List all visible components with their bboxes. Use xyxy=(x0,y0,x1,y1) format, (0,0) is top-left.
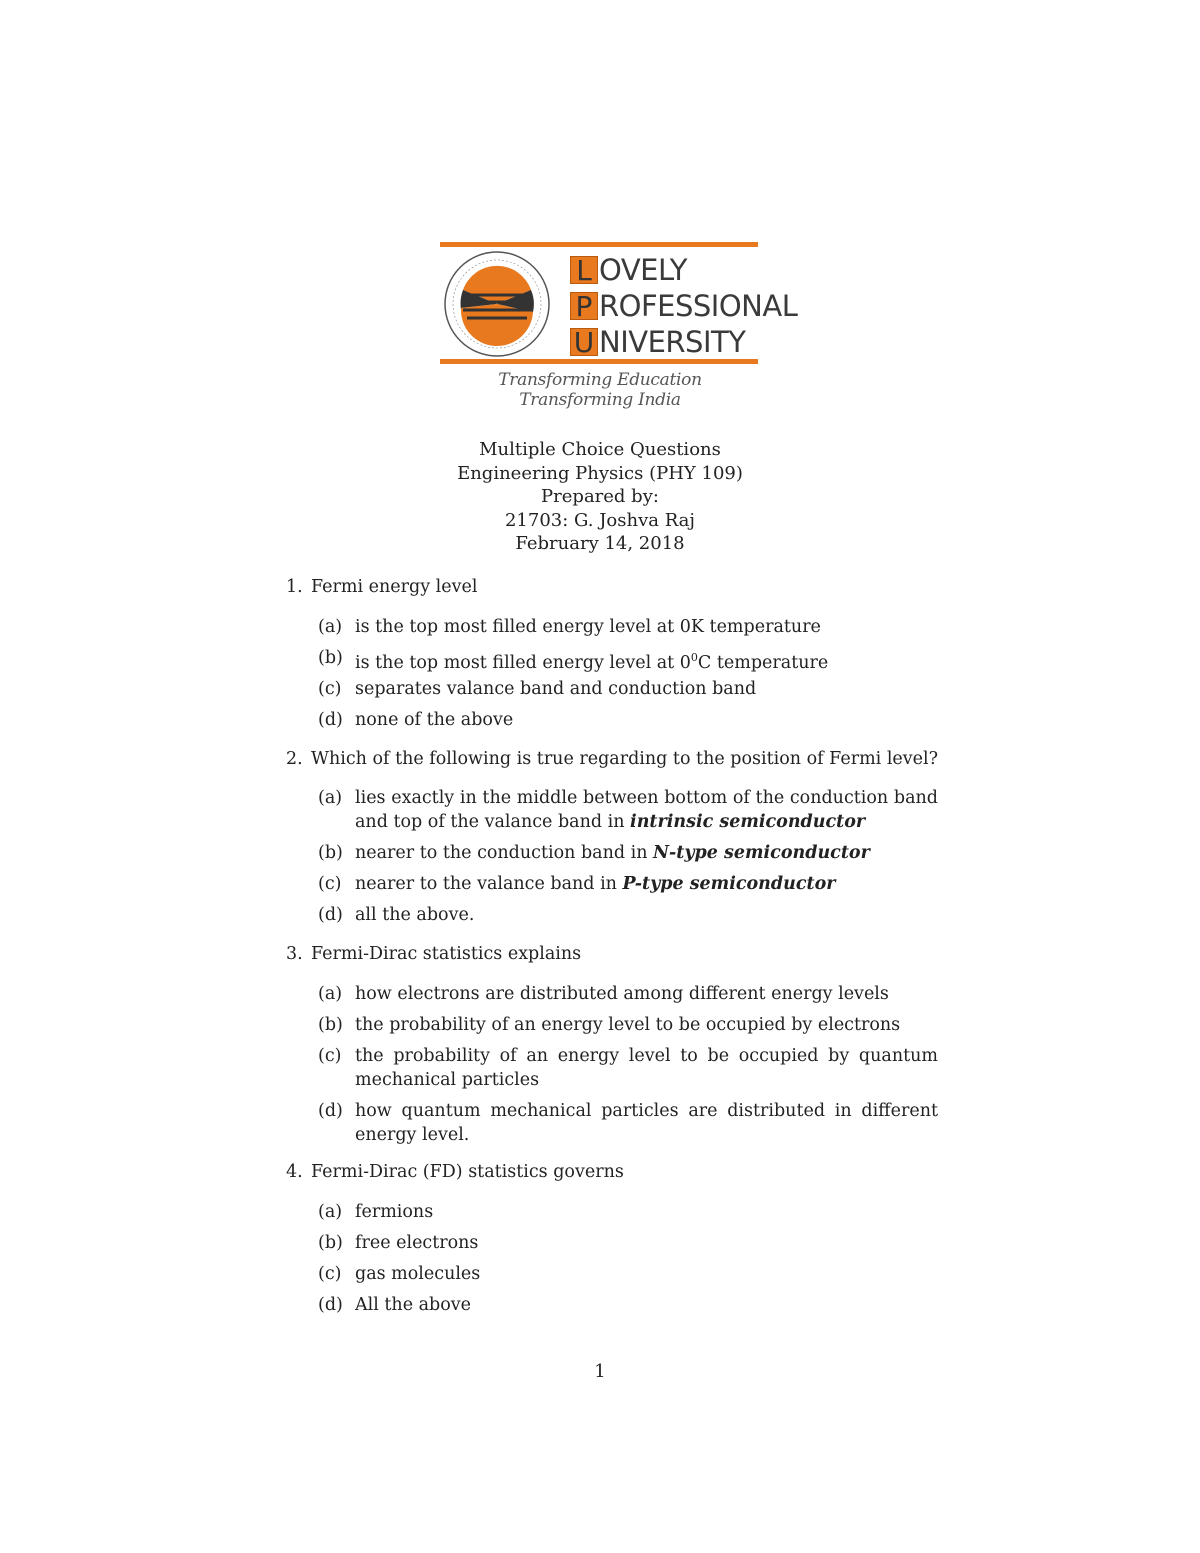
option-text-part: is the top most filled energy level at 0 xyxy=(355,652,691,673)
option-label: (a) xyxy=(318,984,343,1004)
option-label: (c) xyxy=(318,679,342,699)
question-3 xyxy=(286,943,946,1145)
logo-row-professional xyxy=(570,288,797,324)
option xyxy=(318,841,938,865)
logo-word-rest: ROFESSIONAL xyxy=(599,289,798,323)
option xyxy=(318,786,938,834)
emphasized-term: intrinsic semiconductor xyxy=(630,812,866,832)
logo-top-rule xyxy=(440,242,758,247)
option xyxy=(318,1231,938,1255)
option-label: (a) xyxy=(318,617,343,637)
logo-initial: U xyxy=(570,328,598,356)
question-text: Which of the following is true regarding to the position of Fermi level? xyxy=(311,749,939,769)
option-text xyxy=(355,786,938,834)
option-label: (c) xyxy=(318,874,342,894)
option xyxy=(318,903,938,927)
option-label: (c) xyxy=(318,1264,342,1284)
option-text: how electrons are distributed among different energy levels xyxy=(355,984,889,1004)
option xyxy=(318,982,938,1006)
option-label: (b) xyxy=(318,843,343,863)
page-number: 1 xyxy=(594,1361,606,1382)
option xyxy=(318,1293,938,1317)
option-label: (b) xyxy=(318,648,343,668)
option-text: All the above xyxy=(355,1295,472,1315)
question-stem xyxy=(286,943,946,965)
option-text: separates valance band and conduction band xyxy=(355,679,757,699)
question-4 xyxy=(286,1161,946,1315)
university-seal-icon xyxy=(443,250,551,358)
question-number: 4. xyxy=(286,1162,303,1182)
superscript: 0 xyxy=(690,651,698,664)
option-text xyxy=(355,872,938,896)
option-text: all the above. xyxy=(355,905,475,925)
option-label: (b) xyxy=(318,1015,343,1035)
logo-initial: L xyxy=(570,256,598,284)
option-label: (d) xyxy=(318,1295,343,1315)
option-text-part: C temperature xyxy=(697,652,829,673)
option-label: (d) xyxy=(318,710,343,730)
prepared-by-label: Prepared by: xyxy=(541,486,659,507)
logo-initial: P xyxy=(570,292,598,320)
question-number: 3. xyxy=(286,944,303,964)
question-stem xyxy=(286,748,946,770)
option xyxy=(318,708,938,732)
question-number: 2. xyxy=(286,749,303,769)
option-text: how quantum mechanical particles are distributed in different energy level. xyxy=(355,1101,938,1145)
option xyxy=(318,1044,938,1092)
option xyxy=(318,872,938,896)
emphasized-term: N-type semiconductor xyxy=(653,843,870,863)
option-label: (a) xyxy=(318,1202,343,1222)
option xyxy=(318,1200,938,1224)
question-number: 1. xyxy=(286,577,303,597)
option-label: (b) xyxy=(318,1233,343,1253)
option-text: fermions xyxy=(355,1202,434,1222)
course-name: Engineering Physics (PHY 109) xyxy=(457,462,743,484)
question-1 xyxy=(286,576,946,730)
option-text-part: nearer to the valance band in xyxy=(355,874,623,894)
doc-date: February 14, 2018 xyxy=(515,533,685,554)
option xyxy=(318,646,938,675)
option-text xyxy=(355,841,938,865)
option-text-part: nearer to the conduction band in xyxy=(355,843,654,863)
logo-row-university xyxy=(570,324,797,360)
logo-tagline: Transforming Education Transforming India xyxy=(498,370,702,410)
question-stem xyxy=(286,576,946,598)
option-text xyxy=(355,646,938,675)
question-stem xyxy=(286,1161,946,1183)
logo-bottom-rule xyxy=(440,359,758,364)
option-label: (a) xyxy=(318,788,343,808)
option-label: (c) xyxy=(318,1046,342,1066)
option-label: (d) xyxy=(318,905,343,925)
option-text: none of the above xyxy=(355,710,514,730)
logo-row-lovely xyxy=(570,252,797,288)
question-text: Fermi-Dirac (FD) statistics governs xyxy=(311,1162,624,1182)
doc-title: Multiple Choice Questions xyxy=(479,439,721,460)
option xyxy=(318,677,938,701)
question-text: Fermi-Dirac statistics explains xyxy=(311,944,582,964)
option-text: is the top most filled energy level at 0K temperature xyxy=(355,617,821,637)
option-text-part: lies exactly in the middle between bottom of the conduction band and top of the valance band in xyxy=(355,788,938,832)
question-text: Fermi energy level xyxy=(311,577,478,597)
option-text: the probability of an energy level to be occupied by electrons xyxy=(355,1015,901,1035)
option xyxy=(318,1013,938,1037)
university-logo xyxy=(440,242,798,410)
option-text: gas molecules xyxy=(355,1264,481,1284)
title-block xyxy=(300,438,900,556)
logo-word-rest: NIVERSITY xyxy=(599,325,746,359)
option xyxy=(318,1099,938,1147)
author: 21703: G. Joshva Raj xyxy=(504,509,695,531)
option xyxy=(318,615,938,639)
option xyxy=(318,1262,938,1286)
question-2 xyxy=(286,748,946,925)
logo-wordmark xyxy=(570,252,797,360)
option-text: the probability of an energy level to be occupied by quantum mechanical particles xyxy=(355,1046,938,1090)
option-label: (d) xyxy=(318,1101,343,1121)
option-text: free electrons xyxy=(355,1233,479,1253)
logo-word-rest: OVELY xyxy=(599,253,687,287)
emphasized-term: P-type semiconductor xyxy=(622,874,836,894)
